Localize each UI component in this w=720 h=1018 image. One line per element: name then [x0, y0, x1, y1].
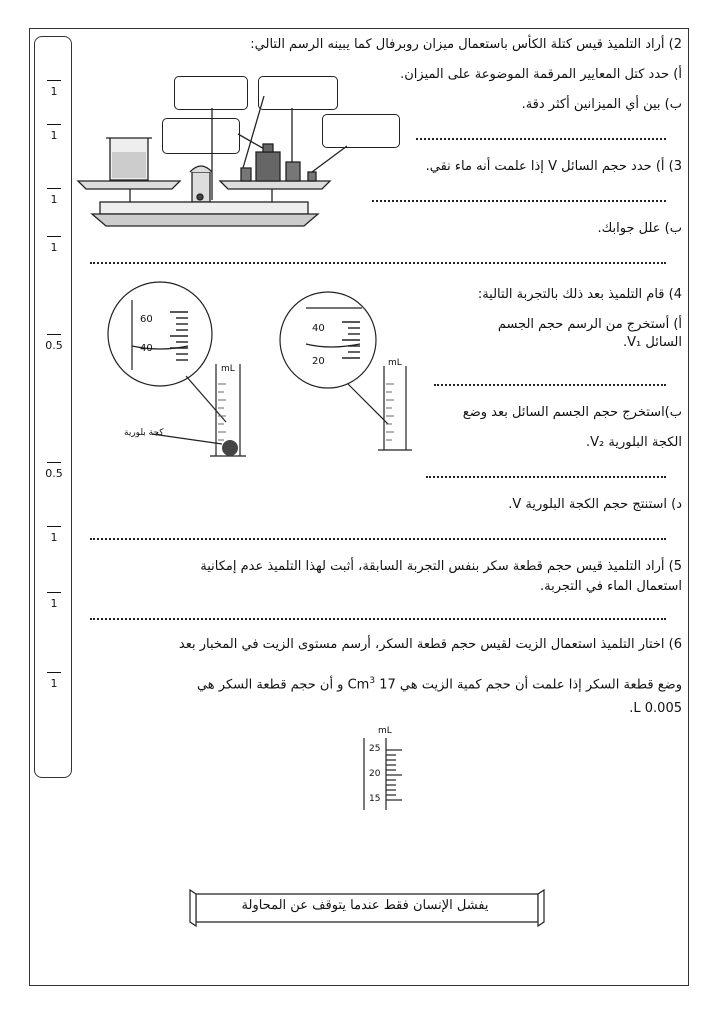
- cylinder6-unit-label: mL: [378, 726, 392, 736]
- right-zoom-top-label: 40: [312, 323, 325, 334]
- q2-part-b: ب) بين أي الميزانين أكثر دقة.: [521, 97, 682, 112]
- cylinder6-tick-label: 15: [369, 794, 381, 804]
- q6-line3: 0.005 L.: [629, 701, 682, 716]
- grade-mark: 1: [43, 672, 65, 690]
- grade-mark: 0.5: [43, 334, 65, 352]
- right-unit-label: mL: [388, 358, 402, 368]
- left-unit-label: mL: [221, 364, 235, 374]
- q4-part-a-line1: أ) أستخرج من الرسم حجم الجسم: [497, 317, 682, 332]
- cylinder6-tick-label: 25: [369, 744, 381, 754]
- q2-part-a: أ) حدد كتل المعايير المرقمة الموضوعة على الميزان.: [400, 67, 682, 82]
- right-zoom-bottom-label: 20: [312, 356, 325, 367]
- grade-mark: 1: [43, 236, 65, 254]
- q2-title: 2) أراد التلميذ قيس كتلة الكأس باستعمال ميزان روبرفال كما يبينه الرسم التالي:: [250, 37, 682, 52]
- q4-part-b-line2: الكجة البلورية V₂.: [585, 435, 682, 450]
- q4-title: 4) قام التلميذ بعد ذلك بالتجربة التالية:: [477, 287, 682, 302]
- q3-part-b: ب) علل جوابك.: [597, 221, 682, 236]
- grade-mark: 1: [43, 526, 65, 544]
- left-zoom-top-label: 60: [140, 314, 153, 325]
- q6-line1: 6) اختار التلميذ استعمال الزيت لقيس حجم قطعة السكر، أرسم مستوى الزيت في المخبار بعد: [178, 637, 682, 652]
- q5-line1: 5) أراد التلميذ قيس حجم قطعة سكر بنفس التجربة السابقة، أثبت لهذا التلميذ عدم إمكانية: [200, 559, 682, 574]
- q4-part-d: د) استنتج حجم الكجة البلورية V.: [508, 497, 682, 512]
- grade-mark: 1: [43, 80, 65, 98]
- q4-part-a-line2: السائل V₁.: [623, 335, 682, 350]
- grade-mark: 1: [43, 592, 65, 610]
- cylinder6-tick-label: 20: [369, 769, 381, 779]
- q5-line2: استعمال الماء في التجربة.: [539, 579, 682, 594]
- grade-mark: 0.5: [43, 462, 65, 480]
- ball-label: كجة بلورية: [124, 428, 164, 438]
- q6-line2: وضع قطعة السكر إذا علمت أن حجم كمية الزيت هي 17 Cm$^3$ و أن حجم قطعة السكر هي: [196, 676, 682, 693]
- grade-mark: 1: [43, 188, 65, 206]
- footer-quote: يفشل الإنسان فقط عندما يتوقف عن المحاولة: [241, 898, 489, 913]
- q4-part-b-line1: ب)استخرج حجم الجسم السائل بعد وضع: [462, 405, 682, 420]
- left-zoom-bottom-label: 40: [140, 343, 153, 354]
- grade-mark: 1: [43, 124, 65, 142]
- q3-part-a: 3) أ) حدد حجم السائل V إذا علمت أنه ماء نقي.: [425, 159, 682, 174]
